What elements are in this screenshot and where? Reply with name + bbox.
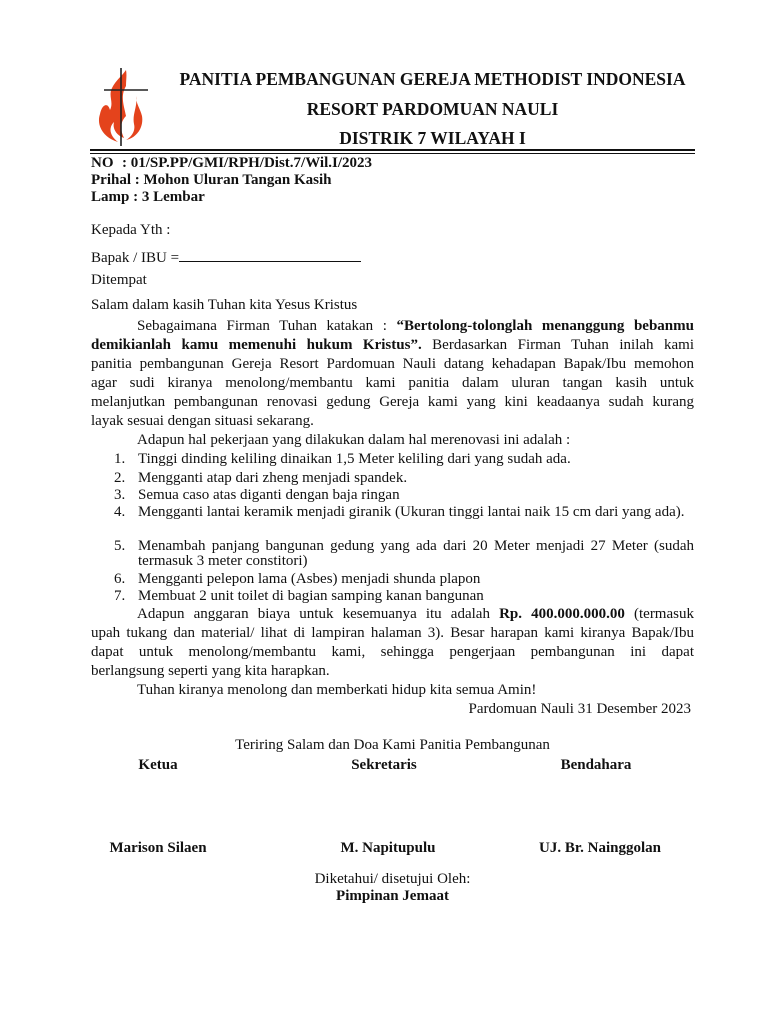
list-text: Semua caso atas diganti dengan baja ringan (138, 487, 400, 503)
list-text: Menambah panjang bangunan gedung yang ada dari 20 Meter menjadi 27 Meter (sudah termasuk 3 meter constitori) (138, 538, 694, 569)
bible-quote: “Bertolong-tolonglah menanggung bebanmu (396, 318, 694, 334)
letterhead-title: PANITIA PEMBANGUNAN GEREJA METHODIST INDONESIA (179, 69, 686, 89)
letter-number-label: NO (91, 155, 114, 171)
bible-quote: demikianlah kamu memenuhi hukum Kristus”. (91, 337, 422, 353)
paragraph-line: layak sesuai dengan situasi sekarang. (91, 413, 314, 429)
recipient-place: Ditempat (91, 272, 147, 288)
list-number: 3. (114, 487, 126, 503)
work-intro: Adapun hal pekerjaan yang dilakukan dalam hal merenovasi ini adalah : (137, 432, 571, 448)
list-number: 7. (114, 588, 126, 604)
greeting: Salam dalam kasih Tuhan kita Yesus Kristus (91, 297, 358, 313)
letterhead-subtitle: RESORT PARDOMUAN NAULI (306, 99, 559, 119)
paragraph-text: Adapun anggaran biaya untuk kesemuanya itu adalah (137, 606, 500, 622)
paragraph-line (91, 317, 694, 336)
recipient-line (91, 247, 361, 267)
methodist-cross-flame-icon (90, 66, 152, 146)
paragraph-text: Berdasarkan Firman Tuhan inilah kami (421, 337, 695, 353)
ketua-name: Marison Silaen (109, 840, 207, 856)
ketua-title: Ketua (138, 757, 178, 773)
letter-number: : 01/SP.PP/GMI/RPH/Dist.7/Wil.I/2023 (122, 155, 373, 171)
list-number: 1. (114, 451, 126, 467)
letter-subject: Prihal : Mohon Uluran Tangan Kasih (91, 172, 332, 188)
recipient-label: Kepada Yth : (91, 222, 171, 238)
approval-label: Diketahui/ disetujui Oleh: (314, 871, 471, 887)
budget-amount: Rp. 400.000.000.00 (499, 606, 625, 622)
sekretaris-name: M. Napitupulu (340, 840, 436, 856)
paragraph-line (91, 336, 694, 355)
blessing: Tuhan kiranya menolong dan memberkati hidup kita semua Amin! (137, 682, 537, 698)
paragraph-budget (91, 605, 694, 681)
paragraph-line: agar sudi kiranya menolong/membantu kami panitia dalam uluran tangan kasih untuk (91, 375, 694, 391)
paragraph-line: berlangsung seperti yang kita harapkan. (91, 663, 330, 679)
place-date: Pardomuan Nauli 31 Desember 2023 (468, 701, 691, 717)
paragraph-line: upah tukang dan material/ lihat di lampiran halaman 3). Besar harapan kami kiranya Bapak/Ibu (91, 625, 694, 641)
recipient-bapak-label: Bapak / IBU = (91, 250, 180, 266)
paragraph-text: (termasuk (624, 606, 694, 622)
sekretaris-title: Sekretaris (351, 757, 417, 773)
list-number: 5. (114, 538, 126, 554)
closing-line: Teriring Salam dan Doa Kami Panitia Pembangunan (235, 737, 550, 753)
approval-title: Pimpinan Jemaat (336, 888, 449, 904)
bendahara-title: Bendahara (560, 757, 632, 773)
paragraph-line: dapat untuk menolong/membantu kami, sehingga pengerjaan pembangunan ini dapat (91, 644, 694, 660)
list-text: Mengganti pelepon lama (Asbes) menjadi shunda plapon (138, 571, 481, 587)
paragraph-line (91, 605, 694, 624)
list-text: Tinggi dinding keliling dinaikan 1,5 Meter keliling dari yang sudah ada. (138, 451, 571, 467)
paragraph-line: melanjutkan pembangunan renovasi gedung Gereja kami yang kini keadaanya sudah kurang (91, 394, 694, 410)
list-text: Mengganti lantai keramik menjadi giranik (Ukuran tinggi lantai naik 15 cm dari yang ada). (138, 504, 685, 520)
paragraph-opening (91, 317, 694, 431)
list-text: Membuat 2 unit toilet di bagian samping kanan bangunan (138, 588, 484, 604)
paragraph-line: panitia pembangunan Gereja Resort Pardomuan Nauli datang kehadapan Bapak/Ibu memohon (91, 356, 694, 372)
list-number: 2. (114, 470, 126, 486)
list-text: Mengganti atap dari zheng menjadi spandek. (138, 470, 408, 486)
letter-attachment: Lamp : 3 Lembar (91, 189, 205, 205)
header-divider (90, 149, 695, 151)
bendahara-name: UJ. Br. Nainggolan (539, 840, 661, 856)
letterhead-district: DISTRIK 7 WILAYAH I (339, 128, 526, 148)
list-number: 6. (114, 571, 126, 587)
recipient-blank (179, 247, 361, 262)
paragraph-text: Sebagaimana Firman Tuhan katakan : (137, 318, 397, 334)
header-divider-thin (90, 153, 695, 154)
list-number: 4. (114, 504, 126, 520)
